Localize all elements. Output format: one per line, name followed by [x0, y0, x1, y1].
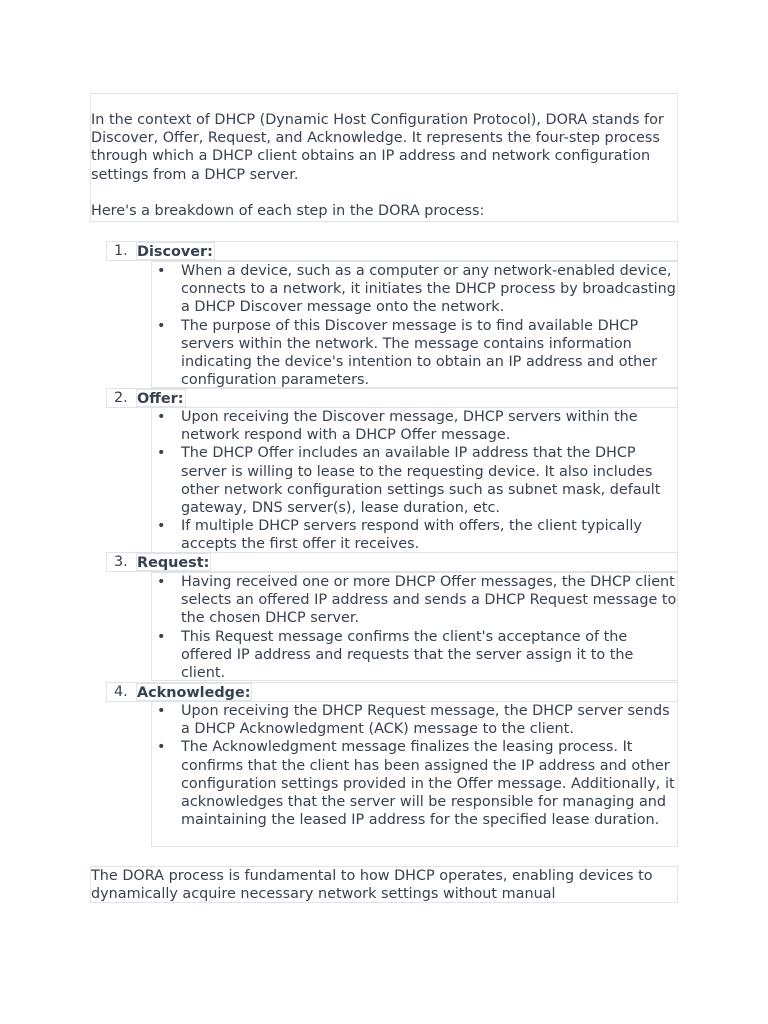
bullet-text: When a device, such as a computer or any network-enabled device, connects to a network, it initiates the DHCP process by broadcasting a DHCP Discover message onto the network. — [181, 263, 676, 316]
step-title: Acknowledge: — [137, 685, 251, 701]
step-number: 1. — [114, 243, 128, 259]
step-title: Request: — [137, 555, 210, 571]
bullet-glyph: • — [157, 317, 166, 334]
step-number: 2. — [114, 390, 128, 406]
list-item — [152, 444, 677, 517]
intro-block — [90, 93, 678, 222]
outro-paragraph: The DORA process is fundamental to how DHCP operates, enabling devices to dynamically acquire necessary network settings without manual — [91, 868, 653, 903]
list-item — [152, 628, 677, 683]
bullet-text: Upon receiving the Discover message, DHCP servers within the network respond with a DHCP Offer message. — [181, 409, 638, 444]
step-offer-heading — [106, 388, 678, 408]
bullet-text: If multiple DHCP servers respond with offers, the client typically accepts the first offer it receives. — [181, 518, 642, 553]
step-title: Offer: — [137, 391, 184, 407]
bullet-glyph: • — [157, 518, 166, 535]
step-request-bullets — [151, 572, 678, 681]
step-number: 4. — [114, 684, 128, 700]
breakdown-heading: Here's a breakdown of each step in the DORA process: — [91, 202, 485, 219]
bullet-glyph: • — [157, 628, 166, 645]
step-offer-bullets — [151, 407, 678, 553]
bullet-text: This Request message confirms the client's acceptance of the offered IP address and requests that the server assign it to the client. — [181, 628, 634, 682]
bullet-text: The purpose of this Discover message is to find available DHCP servers within the network. The message contains information indicating the device's intention to obtain an IP address and other configuration parameters. — [181, 317, 658, 389]
bullet-text: Upon receiving the DHCP Request message, the DHCP server sends a DHCP Acknowledgment (ACK) message to the client. — [181, 703, 670, 738]
list-item — [152, 702, 677, 738]
list-item — [152, 262, 677, 317]
step-acknowledge-bullets — [151, 701, 678, 847]
list-item — [152, 517, 677, 553]
step-number: 3. — [114, 554, 128, 570]
bullet-glyph: • — [157, 739, 166, 756]
bullet-glyph: • — [157, 409, 166, 425]
bullet-glyph: • — [157, 703, 166, 719]
step-discover-bullets — [151, 261, 678, 388]
list-item — [152, 408, 677, 444]
list-item — [152, 738, 677, 829]
step-acknowledge-heading — [106, 682, 678, 702]
bullet-text: Having received one or more DHCP Offer messages, the DHCP client selects an offered IP address and sends a DHCP Request message to the chosen DHCP server. — [181, 574, 677, 627]
step-title: Discover: — [137, 244, 213, 260]
bullet-text: The DHCP Offer includes an available IP address that the DHCP server is willing to lease to the requesting device. It also includes other network configuration settings such as subnet mask, default gateway, DNS server(s), lease duration, etc. — [181, 445, 661, 517]
intro-paragraph: In the context of DHCP (Dynamic Host Configuration Protocol), DORA stands for Discover, Offer, Request, and Acknowledge. It represents the four-step process through which a DHCP client obtains an IP address and network configuration settings from a DHCP server. — [91, 112, 664, 183]
bullet-glyph: • — [157, 263, 166, 279]
bullet-glyph: • — [157, 574, 166, 590]
bullet-text: The Acknowledgment message finalizes the leasing process. It confirms that the client has been assigned the IP address and other configuration settings provided in the Offer message. Additionally, it acknowledges that the server will be responsible for managing and maintaining the leased IP address for the specified lease duration. — [181, 739, 675, 829]
list-item — [152, 317, 677, 390]
bullet-glyph: • — [157, 445, 166, 462]
list-item — [152, 573, 677, 628]
outro-block — [90, 866, 678, 903]
step-request-heading — [106, 552, 678, 572]
step-discover-heading — [106, 241, 678, 261]
